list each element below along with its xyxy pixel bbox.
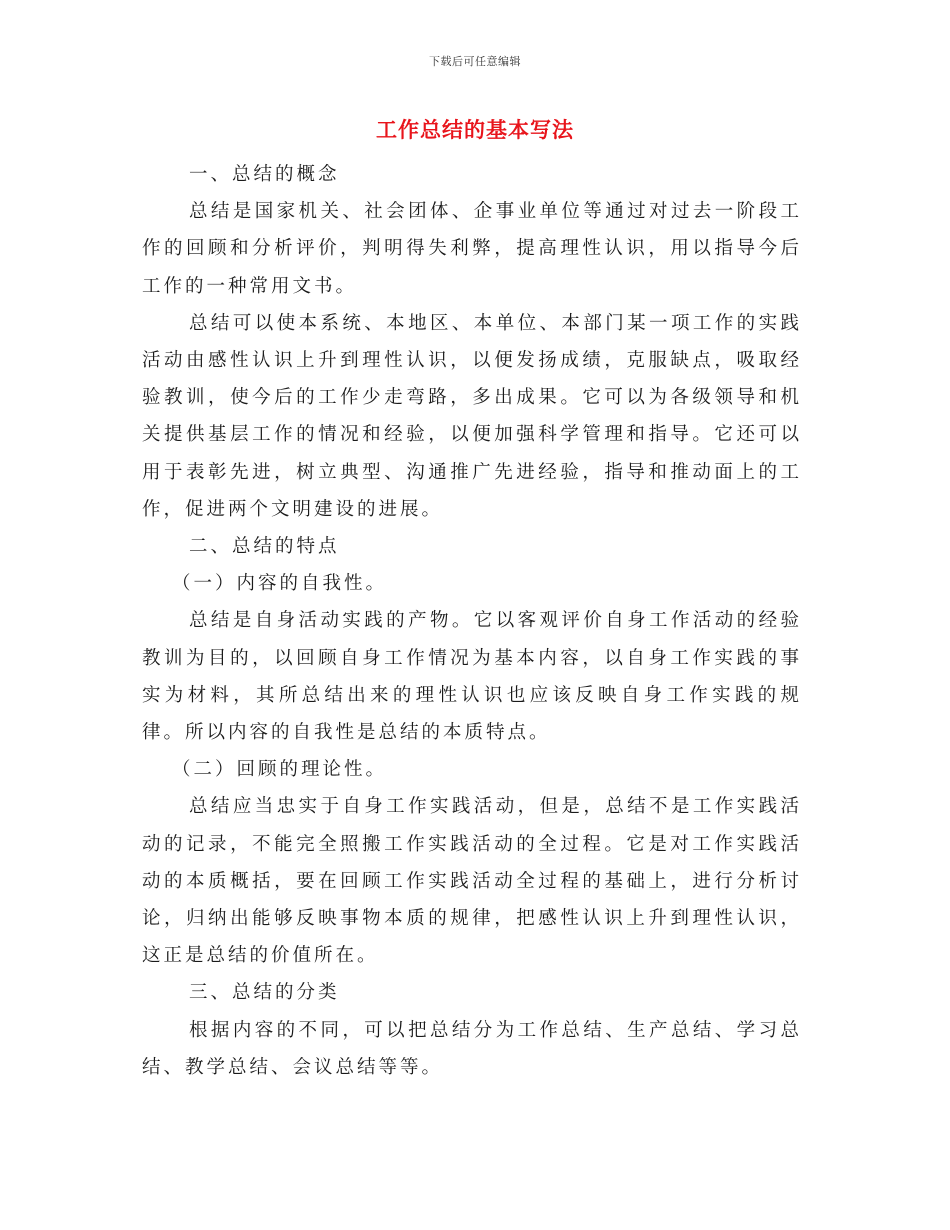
- document-body: [142, 156, 802, 1086]
- subheading-self-nature: （一）内容的自我性。: [172, 573, 388, 595]
- paragraph-categories: 根据内容的不同，可以把总结分为工作总结、生产总结、学习总结、教学总结、会议总结等等。: [142, 1019, 802, 1078]
- section-heading-concept: 一、总结的概念: [189, 164, 340, 185]
- page-header-note: 下载后可任意编辑: [429, 55, 521, 68]
- section-heading-categories: 三、总结的分类: [189, 982, 340, 1004]
- subheading-theory-review: （二）回顾的理论性。: [172, 759, 388, 781]
- section-heading-features: 二、总结的特点: [189, 536, 340, 558]
- document-title: 工作总结的基本写法: [376, 117, 574, 142]
- paragraph-self-nature: 总结是自身活动实践的产物。它以客观评价自身工作活动的经验教训为目的，以回顾自身工作情况为基本内容，以自身工作实践的事实为材料，其所总结出来的理性认识也应该反映自身工作实践的规律。所以内容的自我性是总结的本质特点。: [142, 610, 802, 744]
- paragraph-theory-review: 总结应当忠实于自身工作实践活动，但是，总结不是工作实践活动的记录，不能完全照搬工作实践活动的全过程。它是对工作实践活动的本质概括，要在回顾工作实践活动全过程的基础上，进行分析讨论，归纳出能够反映事物本质的规律，把感性认识上升到理性认识，这正是总结的价值所在。: [142, 796, 802, 967]
- paragraph-concept-purpose: 总结可以使本系统、本地区、本单位、本部门某一项工作的实践活动由感性认识上升到理性认识，以便发扬成绩，克服缺点，吸取经验教训，使今后的工作少走弯路，多出成果。它可以为各级领导和机关提供基层工作的情况和经验，以便加强科学管理和指导。它还可以用于表彰先进，树立典型、沟通推广先进经验，指导和推动面上的工作，促进两个文明建设的进展。: [142, 312, 802, 520]
- paragraph-concept-definition: 总结是国家机关、社会团体、企事业单位等通过对过去一阶段工作的回顾和分析评价，判明得失利弊，提高理性认识，用以指导今后工作的一种常用文书。: [142, 201, 802, 297]
